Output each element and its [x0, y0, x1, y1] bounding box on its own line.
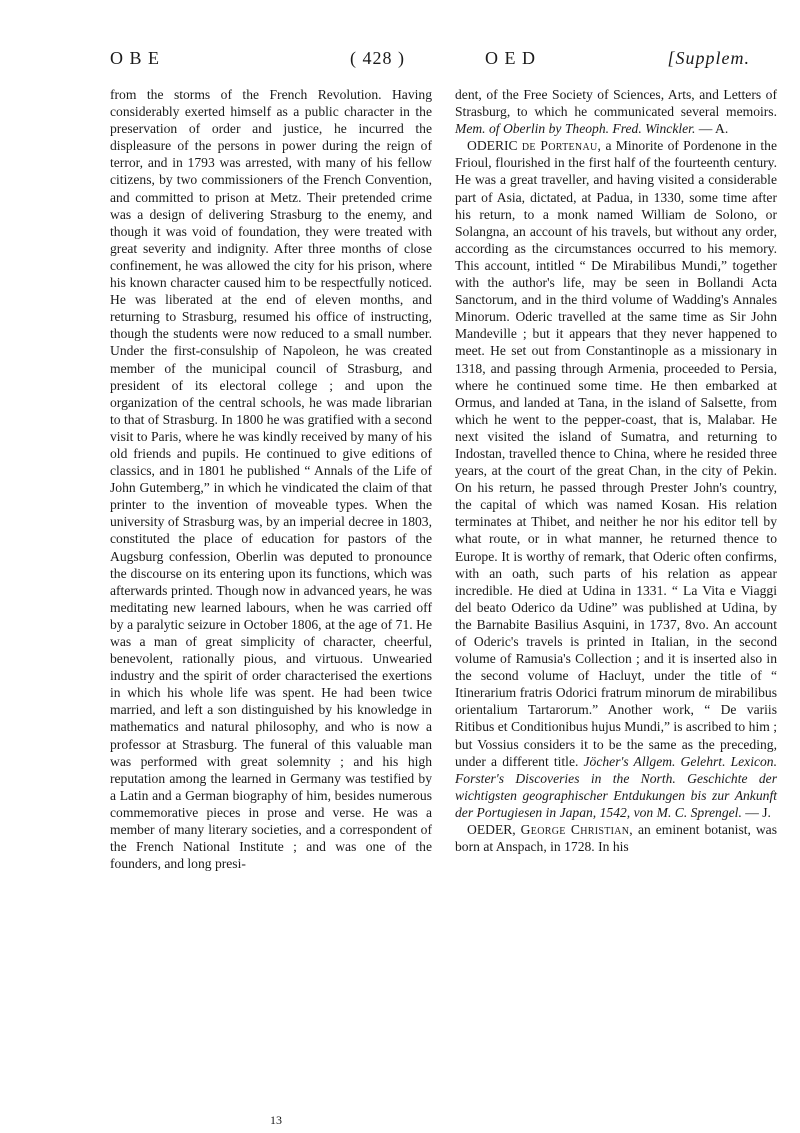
signature-mark: 13: [270, 1113, 282, 1127]
oberlin-entry-end: [455, 86, 777, 137]
oderic-sources-von: von: [633, 804, 654, 820]
oeder-name: George Christian,: [520, 822, 633, 838]
oderic-text: a Minorite of Pordenone in the Frioul, flourished in the first half of the fourteenth century. He was a great traveller, and having visited a considerable part of Asia, dictated, at Padua, in 1330, some time after his return, to a monk named William de Solono, or Solangna, an account of his travels, but without any order, according as the circumstances occurred to his memory. This account, intitled “ De Mirabilibus Mundi,” together with the author's life, may be seen in Bollandi Acta Sanctorum, and in the third volume of Wadding's Annales Minorum. Oderic travelled at the same time as Sir John Mandeville ; but it appears that they never happened to meet. He set out from Constantinople as a missionary in 1318, and passing through Armenia, proceeded to Persia, where he continued some time. He then embarked at Ormus, and landed at Tana, in the island of Salsette, from which he went to the pepper-coast, that is, Malabar. He next visited the island of Sumatra, and returning to Indostan, travelled thence to China, where he resided three years, at the court of the great Chan, in the city of Pekin. On his return, he passed through Prester John's country, the capital of which was named Kosan. His relation terminates at Thibet, and neither he nor his editor tell by what route, or in what manner, he returned thence to Europe. It is worthy of remark, that Oderic often confirms, with an oath, such parts of his relation as appear incredible. He died at Udina in 1331. “ La Vita e Viaggi del beato Oderico da Udine” was published at Udina, by the Barnabite Basilius Asquini, in 1737, 8vo. An account of Oderic's travels is printed in Italian, in the second volume of Ramusia's Collection ; and it is inserted also in the second volume of Hacluyt, under the title of “ Itinerarium fratris Odorici fratrum minorum de mirabilibus orientalium Tartarorum.” Another work, “ De variis Ritibus et Conditionibus hujus Mundi,” is ascribed to him ; but Vossius considers it to be the same as the preceding, under a different title.: [455, 138, 777, 769]
header-left-catchword: O B E: [110, 48, 160, 68]
oeder-text: an eminent botanist, was born at Anspach, in 1728. In his: [455, 822, 777, 855]
oderic-entry: [455, 137, 777, 821]
header-right-catchword: O E D: [485, 48, 536, 68]
oderic-sources: Jöcher's Allgem. Gelehrt. Lexicon. Forster's Discoveries in the North. Geschichte der wichtigsten geographischer Entdukungen bis zur Ankunft der Portugiesen in Japan, 1542,: [455, 753, 777, 820]
oberlin-entry-continuation: from the storms of the French Revolution. Having considerably exerted himself as a public character in the preservation of order and justice, he incurred the displeasure of the persons in power during the reign of terror, and in 1793 was arrested, with many of his fellow citizens, by two commissioners of the French Convention, and committed to prison at Metz. Their pretended crime was a design of delivering Strasburg to the enemy, and though it was void of foundation, they were treated with great severity and indignity. After three months of close confinement, he was allowed the city for his prison, where his known character caused him to be respectfully noticed. He was liberated at the end of eleven months, and returning to Strasburg, resumed his office of instructing, though the students were now reduced to a small number. Under the first-consulship of Napoleon, he was created member of the municipal council of Strasburg, and president of its electoral college ; and upon the organization of the central schools, he was made librarian to that of Strasburg. In 1800 he was gratified with a second visit to Paris, where he was kindly received by many of his old friends and pupils. He continued to give editions of classics, and in 1801 he published “ Annals of the Life of John Gutemberg,” in which he vindicated the claim of that printer to the invention of moveable types. When the university of Strasburg was, by an imperial decree in 1803, constituted the place of education for pastors of the Augsburg confession, Oberlin was deputed to pronounce the discourse on its entering upon its functions, which was afterwards printed. Though now in advanced years, he was meditating new learned labours, when he was carried off by a paralytic seizure in October 1806, at the age of 71. He was a man of great simplicity of character, cheerful, benevolent, rationally pious, and virtuous. Unwearied industry and the spirit of order characterised the exertions in which his whole life was spent. He had been twice married, and left a son distinguished by his knowledge in mathematics and natural philosophy, and who is now a professor at Strasburg. The funeral of this valuable man was performed with great solemnity ; and his high reputation among the learned in Germany was testified by a Latin and a German biography of him, besides numerous commemorative pieces in prose and verse. He was a member of many literary societies, and a correspondent of the French National Institute ; and was one of the founders, and long presi-: [110, 87, 432, 872]
oderic-sources-author: M. C. Sprengel.: [656, 804, 742, 820]
oberlin-text: dent, of the Free Society of Sciences, Arts, and Letters of Strasburg, to which he communicated several memoirs.: [455, 87, 777, 120]
right-column: [455, 86, 777, 855]
oeder-headword: OEDER,: [467, 822, 516, 838]
oberlin-attribution: — A.: [698, 121, 729, 137]
oeder-entry: [455, 821, 777, 855]
oderic-title: de Portenau,: [521, 138, 602, 154]
oderic-attribution: — J.: [745, 804, 771, 820]
running-header: [110, 42, 750, 76]
left-column: [110, 86, 432, 872]
oberlin-source: Mem. of Oberlin by Theoph. Fred. Winckler.: [455, 121, 696, 137]
header-supplement-label: [Supplem.: [667, 48, 750, 68]
page-number: ( 428 ): [350, 48, 405, 68]
oderic-headword: ODERIC: [467, 138, 518, 154]
